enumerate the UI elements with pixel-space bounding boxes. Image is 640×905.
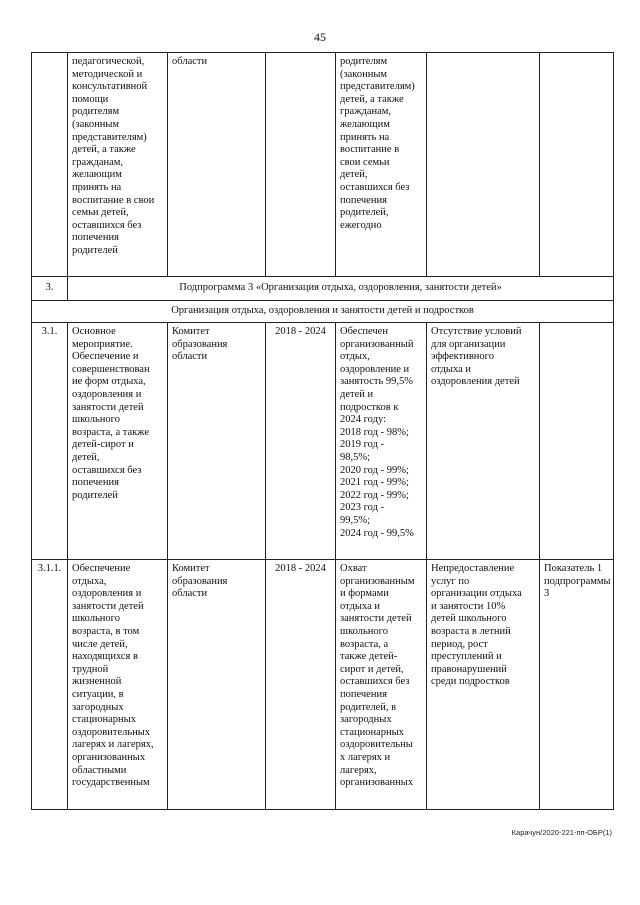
page-number: 45 (314, 30, 326, 44)
indicator-cell (540, 323, 614, 560)
consequences-cell: Непредоставление услуг по организации отдыха и занятости 10% детей школьного возраста в летний период, рост преступлений и правонарушений среди подростков (427, 560, 540, 810)
result-cell: Обеспечен организованный отдых, оздоровление и занятость 99,5% детей и подростков к 2024 году: 2018 год - 98%; 2019 год - 98,5%; 2020 год - 99%; 2021 год - 99%; 2022 год - 99%; 2023 год - 99,5%; 2024 год - 99,5% (336, 323, 427, 560)
executor-cell: Комитет образования области (168, 560, 266, 810)
indicator-cell (540, 53, 614, 277)
table-row-3-1-1 (32, 560, 614, 810)
section-title: Организация отдыха, оздоровления и занятости детей и подростков (32, 301, 614, 323)
activity-cell: Обеспечение отдыха, оздоровления и занятости детей школьного возраста, в том числе детей, находящихся в трудной жизненной ситуации, в загородных стационарных оздоровительных лагерях и лагерях, организованных областными государственным (68, 560, 168, 810)
subprogram-title: Подпрограмма 3 «Организация отдыха, оздоровления, занятости детей» (68, 277, 614, 301)
row-number-cell: 3.1. (32, 323, 68, 560)
row-number-cell: 3.1.1. (32, 560, 68, 810)
table-row-subprogram (32, 277, 614, 301)
period-cell (266, 53, 336, 277)
row-number-cell (32, 53, 68, 277)
program-table (31, 52, 614, 810)
indicator-cell: Показатель 1 подпрограммы 3 (540, 560, 614, 810)
table-row-section (32, 301, 614, 323)
table-row-continuation (32, 53, 614, 277)
result-cell: родителям (законным представителям) детей, а также гражданам, желающим принять на воспитание в свои семьи детей, оставшихся без попечения родителей, ежегодно (336, 53, 427, 277)
consequences-cell (427, 53, 540, 277)
activity-cell: педагогической, методической и консультативной помощи родителям (законным представителям) детей, а также гражданам, желающим принять на воспитание в свои семьи детей, оставшихся без попечения родителей (68, 53, 168, 277)
executor-cell: Комитет образования области (168, 323, 266, 560)
consequences-cell: Отсутствие условий для организации эффективного отдыха и оздоровления детей (427, 323, 540, 560)
executor-cell: области (168, 53, 266, 277)
period-cell: 2018 - 2024 (266, 560, 336, 810)
table-row-3-1 (32, 323, 614, 560)
activity-cell: Основное мероприятие. Обеспечение и совершенствован ие форм отдыха, оздоровления и занятости детей школьного возраста, а также детей-сирот и детей, оставшихся без попечения родителей (68, 323, 168, 560)
document-id-footer: Карачун/2020-221-пп-ОБР(1) (511, 828, 612, 837)
row-number-cell: 3. (32, 277, 68, 301)
period-cell: 2018 - 2024 (266, 323, 336, 560)
result-cell: Охват организованным и формами отдыха и занятости детей школьного возраста, а также детей- сирот и детей, оставшихся без попечения родителей, в загородных стационарных оздоровительны х лагерях и лагерях, организованных (336, 560, 427, 810)
